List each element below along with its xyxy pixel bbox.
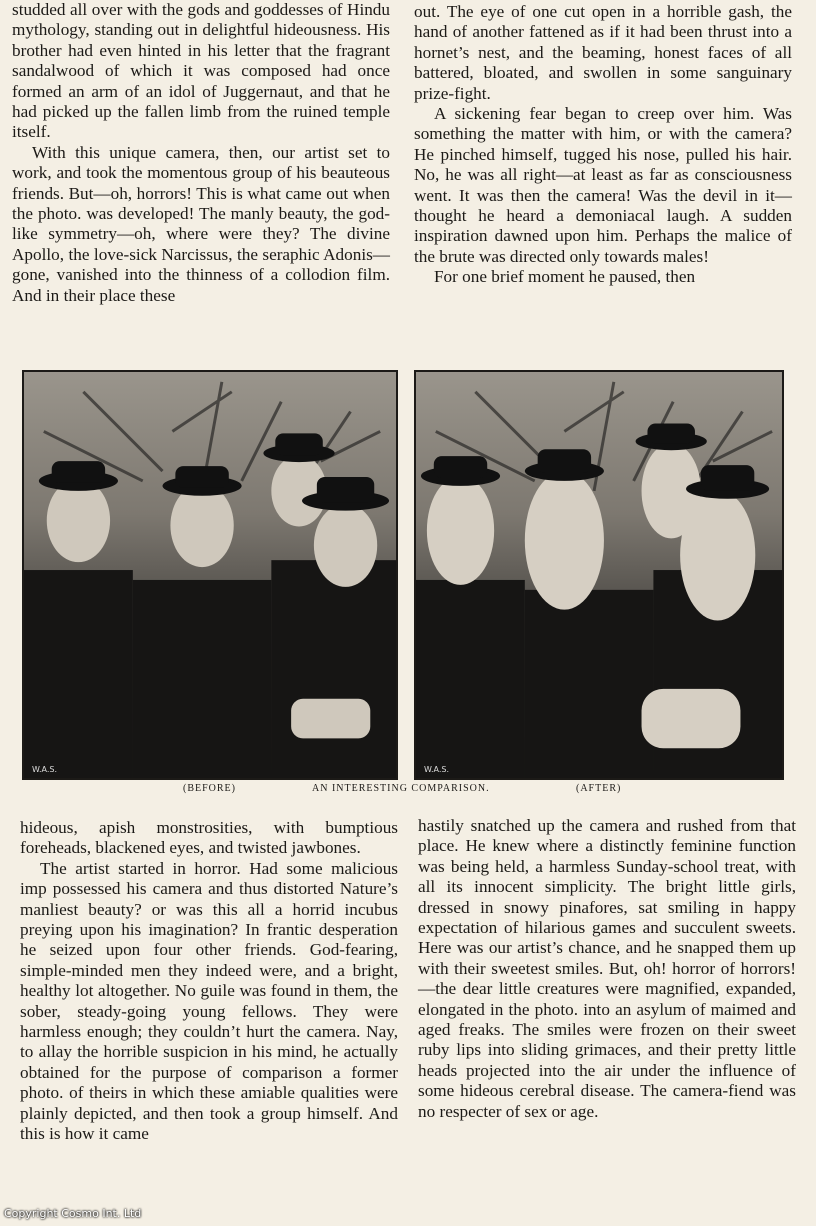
photo-credit: W.A.S. bbox=[32, 765, 58, 774]
paragraph: studded all over with the gods and goddesses of Hindu mythology, standing out in delightful hideousness. His brother had even hinted in his letter that the fragrant sandalwood of which it was composed had once formed an arm of an idol of Juggernaut, and that he had picked up the fallen limb from the ruined temple itself. bbox=[12, 0, 390, 142]
paragraph: hastily snatched up the camera and rushed from that place. He knew where a distinctly feminine function was being held, a harmless Sunday-school treat, with all its innocent simplicity. The bright little girls, dressed in snowy pinafores, sat smiling in happy expectation of hilarious games and succulent sweets. Here was our artist’s chance, and he snapped them up with their sweetest smiles. But, oh! horror of horrors!—the dear little creatures were magnified, expanded, elongated in the photo. into an asylum of maimed and aged freaks. The smiles were frozen on their sweet ruby lips into sliding grimaces, and their pretty little heads projected into the air under the influence of some hideous cerebral disease. The camera-fiend was no respecter of sex or age. bbox=[418, 816, 796, 1121]
caption-before: (BEFORE) bbox=[183, 783, 236, 794]
paragraph: With this unique camera, then, our artist set to work, and took the momentous group of his beauteous friends. But—oh, horrors! This is what came out when the photo. was developed! The manly beauty, the god-like symmetry—oh, where were they? The divine Apollo, the love-sick Narcissus, the seraphic Adonis—gone, vanished into the thinness of a collodion film. And in their place these bbox=[12, 142, 390, 305]
column-top-left bbox=[12, 0, 390, 306]
distorted-group-illustration bbox=[416, 372, 782, 778]
photo-credit: W.A.S. bbox=[424, 765, 450, 774]
caption-after: (AFTER) bbox=[576, 783, 622, 794]
paragraph: A sickening fear began to creep over him. Was something the matter with him, or with the camera? He pinched himself, tugged his nose, pulled his hair. No, he was all right—at least as far as consciousness went. It was then the camera! Was the devil in it—thought he heard a demoniacal laugh. A sudden inspiration dawned upon him. Perhaps the malice of the brute was directed only towards males! bbox=[414, 104, 792, 266]
photo-before-group bbox=[22, 370, 398, 780]
column-bottom-left bbox=[20, 818, 398, 1145]
group-of-men-illustration bbox=[24, 372, 396, 778]
paragraph: hideous, apish monstrosities, with bumptious foreheads, blackened eyes, and twisted jawbones. bbox=[20, 818, 398, 858]
paragraph: out. The eye of one cut open in a horrible gash, the hand of another fattened as if it had been thrust into a hornet’s nest, and the beaming, honest faces of all battered, bloated, and swollen in some sanguinary prize-fight. bbox=[414, 2, 792, 103]
paragraph: For one brief moment he paused, then bbox=[434, 267, 696, 287]
copyright-watermark: Copyright Cosmo Int. Ltd bbox=[4, 1207, 142, 1220]
photo-after-group bbox=[414, 370, 784, 780]
column-top-right bbox=[414, 2, 792, 288]
column-bottom-right bbox=[418, 816, 796, 1122]
paragraph: The artist started in horror. Had some malicious imp possessed his camera and thus distorted Nature’s manliest beauty? or was this all a horrid incubus preying upon his imagination? In frantic desperation he seized upon four other friends. God-fearing, simple-minded men they indeed were, and a bright, healthy lot altogether. No guile was found in them, the sober, steady-going young fellows. They were harmless enough; they couldn’t hurt the camera. Nay, to allay the horrible suspicion in his mind, he actually obtained for the purpose of comparison a former photo. of theirs in which these amiable qualities were plainly depicted, and then took a group himself. And this is how it came bbox=[20, 858, 398, 1144]
caption-title: AN INTERESTING COMPARISON. bbox=[312, 783, 490, 794]
